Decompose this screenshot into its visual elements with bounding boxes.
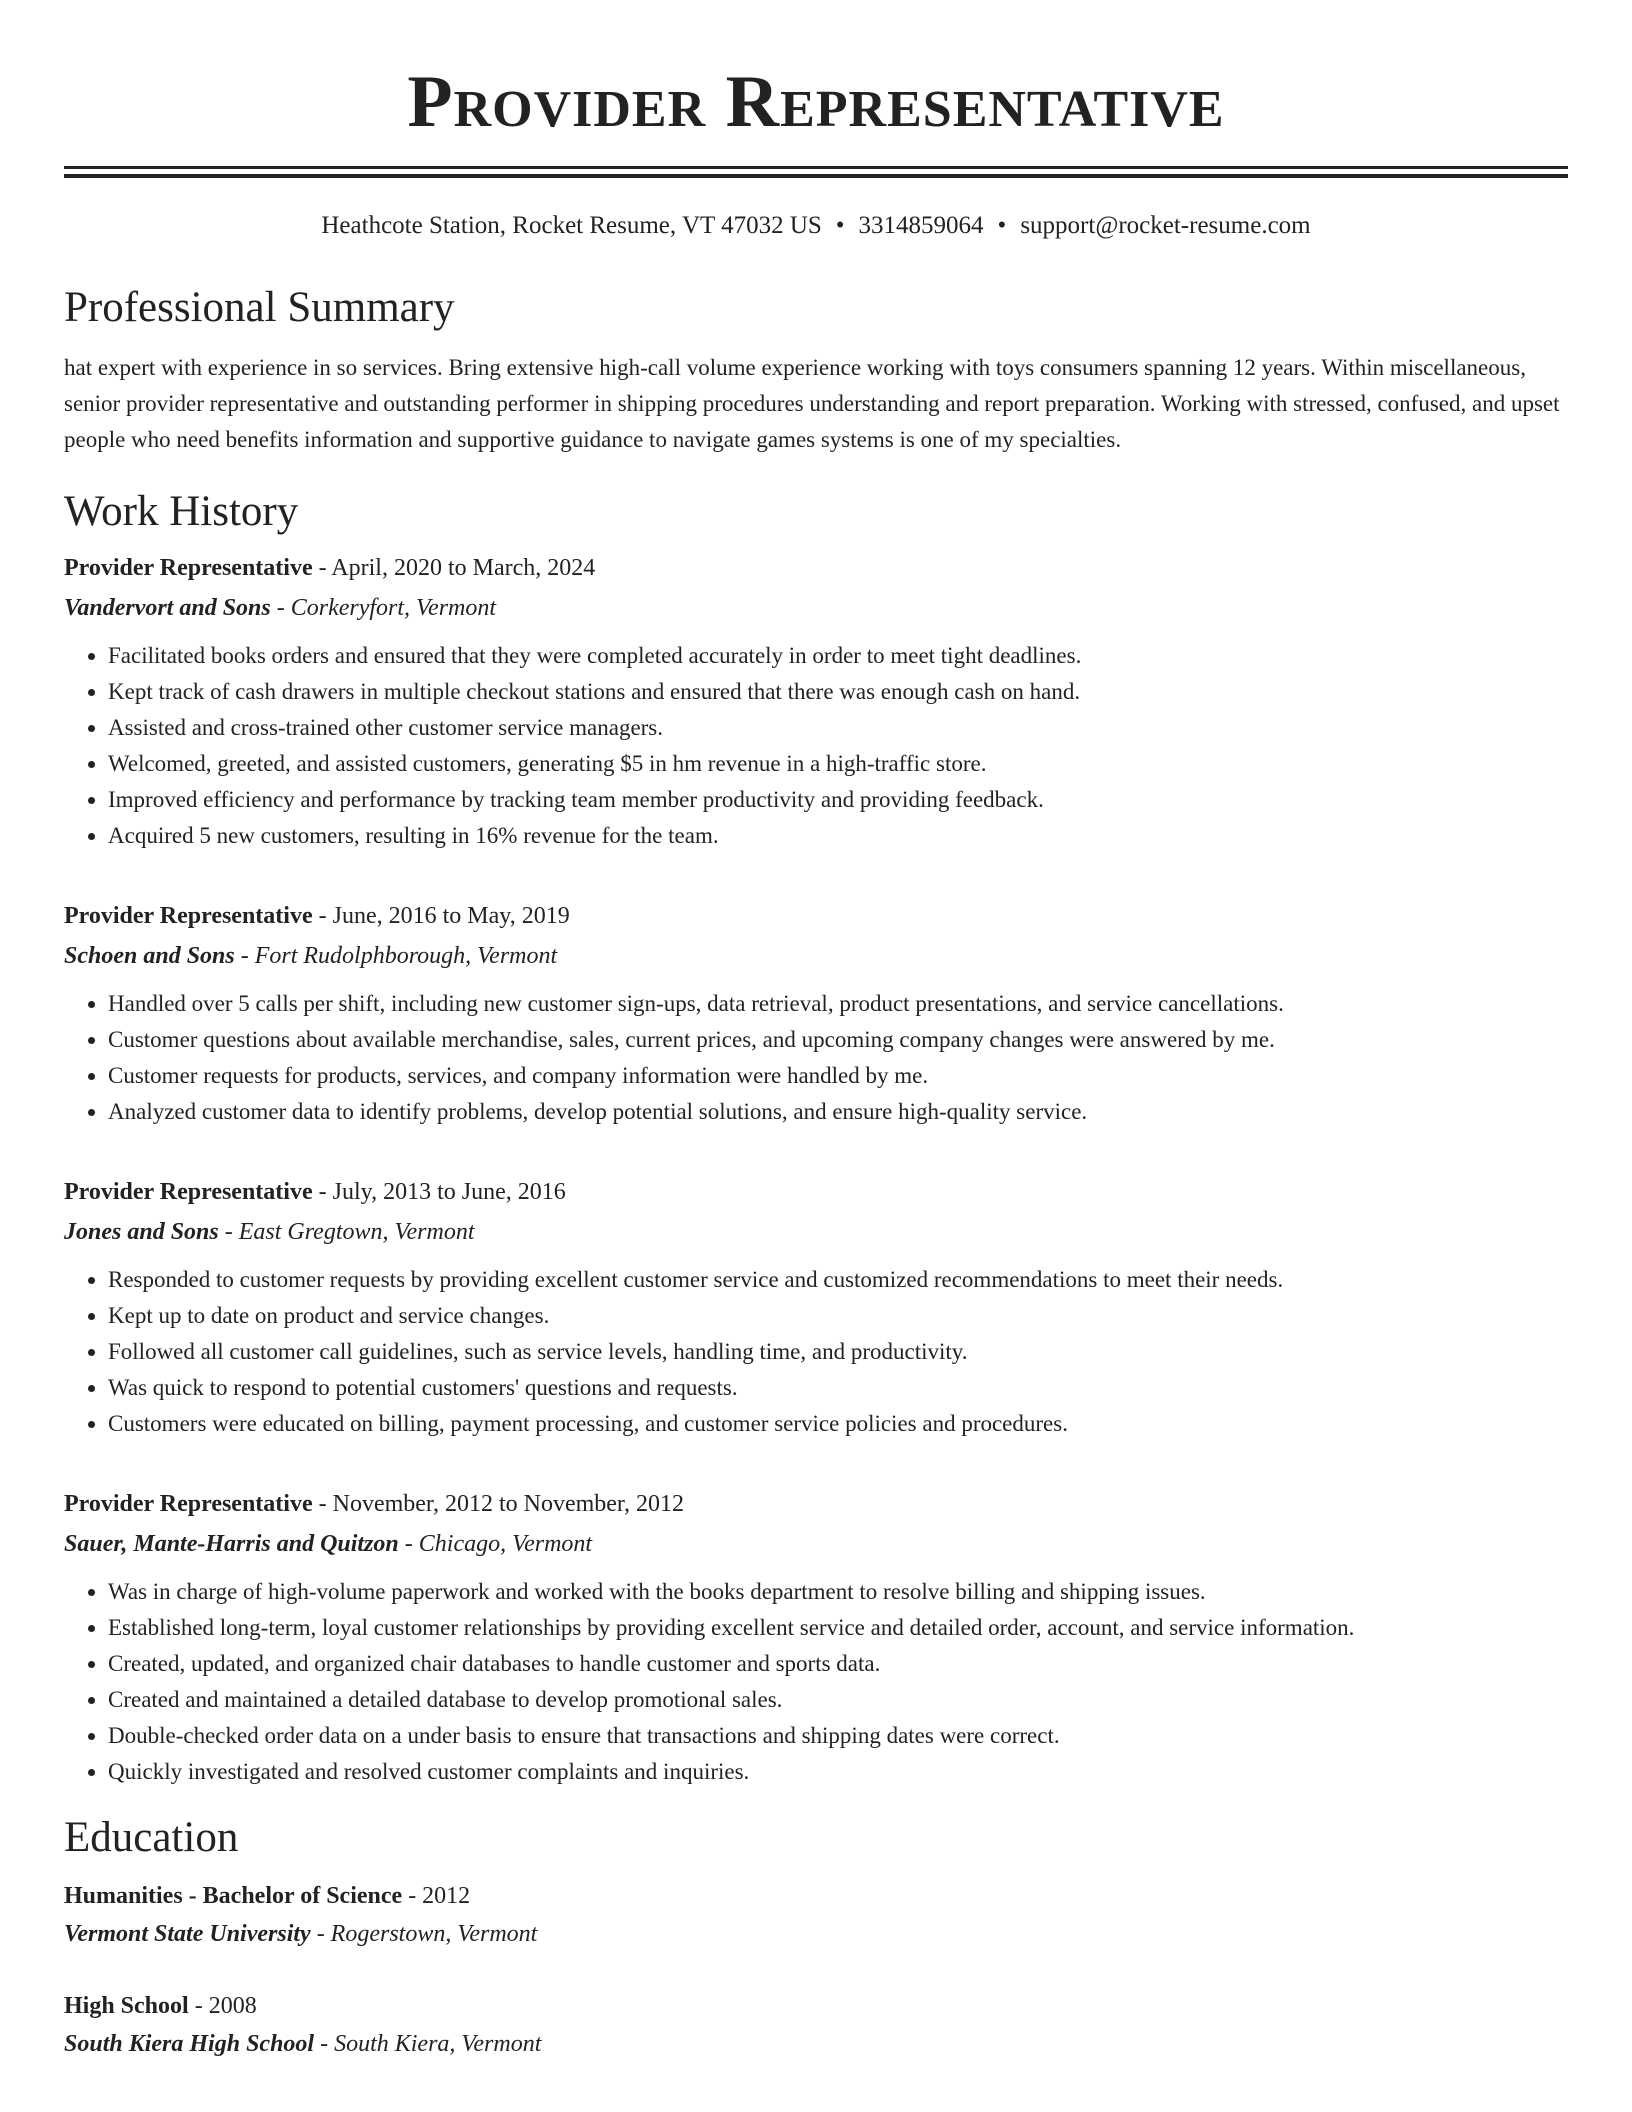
job-dates: - July, 2013 to June, 2016 (312, 1179, 566, 1205)
header-divider-top (64, 166, 1568, 169)
job-duty-item: • Customer requests for products, services, and company information were handled by me. (108, 1058, 1568, 1094)
contact-separator: • (997, 212, 1007, 239)
job-header (64, 1488, 1568, 1520)
job-duty-item: • Handled over 5 calls per shift, including new customer sign-ups, data retrieval, product presentations, and service cancellations. (108, 986, 1568, 1022)
job-title: Provider Representative (64, 903, 313, 929)
job-employer-line (64, 592, 1568, 624)
work-history-heading: Work History (64, 488, 299, 535)
job-dates: - April, 2020 to March, 2024 (312, 555, 596, 581)
job-employer-line (64, 1216, 1568, 1248)
job-duty-item: • Customers were educated on billing, payment processing, and customer service policies and procedures. (108, 1406, 1568, 1442)
job-duty-item: • Established long-term, loyal customer relationships by providing excellent service and detailed order, account, and service information. (108, 1610, 1568, 1646)
job-title: Provider Representative (64, 1491, 313, 1517)
contact-line (64, 210, 1568, 242)
job-dates: - June, 2016 to May, 2019 (312, 903, 570, 929)
job-header (64, 1176, 1568, 1208)
education-header (64, 1880, 1568, 1912)
job-duty-item: • Facilitated books orders and ensured that they were completed accurately in order to meet tight deadlines. (108, 638, 1568, 674)
education-degree: Humanities - Bachelor of Science (64, 1883, 403, 1909)
job-title: Provider Representative (64, 1179, 313, 1205)
education-year: - 2012 (402, 1883, 471, 1909)
job-location: - Corkeryfort, Vermont (270, 595, 497, 621)
job-duty-item: • Customer questions about available merchandise, sales, current prices, and upcoming company changes were answered by me. (108, 1022, 1568, 1058)
job-duty-item: • Kept up to date on product and service changes. (108, 1298, 1568, 1334)
work-history-list (64, 552, 1568, 1790)
education-school: South Kiera High School (64, 2031, 315, 2057)
education-entry (64, 1880, 1568, 1950)
education-degree: High School (64, 1993, 189, 2019)
education-school: Vermont State University (64, 1921, 311, 1947)
job-title: Provider Representative (64, 555, 313, 581)
job-employer-line (64, 940, 1568, 972)
job-location: - East Gregtown, Vermont (218, 1219, 475, 1245)
education-school-line (64, 1918, 1568, 1950)
job-duty-item: • Followed all customer call guidelines, such as service levels, handling time, and productivity. (108, 1334, 1568, 1370)
job-header (64, 900, 1568, 932)
job-duties-list (64, 1574, 1568, 1790)
education-location: - Rogerstown, Vermont (310, 1921, 538, 1947)
job-header (64, 552, 1568, 584)
contact-separator: • (835, 212, 845, 239)
education-entry (64, 1990, 1568, 2060)
summary-text: hat expert with experience in so services. Bring extensive high-call volume experience working with toys consumers spanning 12 years. Within miscellaneous, senior provider representative and outstanding performer in shipping procedures understanding and report preparation. Working with stressed, confused, and upset people who need benefits information and supportive guidance to navigate games systems is one of my specialties. (64, 355, 1560, 452)
job-duty-item: • Created and maintained a detailed database to develop promotional sales. (108, 1682, 1568, 1718)
job-location: - Chicago, Vermont (398, 1531, 593, 1557)
education-year: - 2008 (188, 1993, 257, 2019)
education-school-line (64, 2028, 1568, 2060)
education-header (64, 1990, 1568, 2022)
job-duty-item: • Was quick to respond to potential customers' questions and requests. (108, 1370, 1568, 1406)
education-location: - South Kiera, Vermont (314, 2031, 542, 2057)
job-duty-item: • Kept track of cash drawers in multiple checkout stations and ensured that there was enough cash on hand. (108, 674, 1568, 710)
job-duty-item: • Created, updated, and organized chair databases to handle customer and sports data. (108, 1646, 1568, 1682)
job-duty-item: • Responded to customer requests by providing excellent customer service and customized recommendations to meet their needs. (108, 1262, 1568, 1298)
job-duty-item: • Was in charge of high-volume paperwork and worked with the books department to resolve billing and shipping issues. (108, 1574, 1568, 1610)
job-duty-item: • Welcomed, greeted, and assisted customers, generating $5 in hm revenue in a high-traffic store. (108, 746, 1568, 782)
job-employer-line (64, 1528, 1568, 1560)
education-list (64, 1880, 1568, 2060)
job-entry (64, 1176, 1568, 1442)
job-location: - Fort Rudolphborough, Vermont (234, 943, 558, 969)
job-duties-list (64, 638, 1568, 854)
job-duties-list (64, 986, 1568, 1130)
job-entry (64, 552, 1568, 854)
job-duties-list (64, 1262, 1568, 1442)
job-company: Vandervort and Sons (64, 595, 271, 621)
job-company: Jones and Sons (64, 1219, 219, 1245)
job-entry (64, 900, 1568, 1130)
summary-heading: Professional Summary (64, 284, 455, 331)
job-company: Sauer, Mante-Harris and Quitzon (64, 1531, 399, 1557)
job-duty-item: • Double-checked order data on a under basis to ensure that transactions and shipping dates were correct. (108, 1718, 1568, 1754)
job-entry (64, 1488, 1568, 1790)
header-divider-bottom (64, 174, 1568, 178)
job-duty-item: • Assisted and cross-trained other customer service managers. (108, 710, 1568, 746)
candidate-name: Provider Representative (407, 61, 1225, 143)
contact-address: Heathcote Station, Rocket Resume, VT 47032 US (321, 212, 822, 239)
job-duty-item: • Quickly investigated and resolved customer complaints and inquiries. (108, 1754, 1568, 1790)
job-duty-item: • Acquired 5 new customers, resulting in 16% revenue for the team. (108, 818, 1568, 854)
contact-email: support@rocket-resume.com (1020, 212, 1311, 239)
contact-phone: 3314859064 (858, 212, 984, 239)
job-duty-item: • Improved efficiency and performance by tracking team member productivity and providing feedback. (108, 782, 1568, 818)
job-company: Schoen and Sons (64, 943, 235, 969)
job-duty-item: • Analyzed customer data to identify problems, develop potential solutions, and ensure high-quality service. (108, 1094, 1568, 1130)
education-heading: Education (64, 1814, 239, 1861)
job-dates: - November, 2012 to November, 2012 (312, 1491, 684, 1517)
